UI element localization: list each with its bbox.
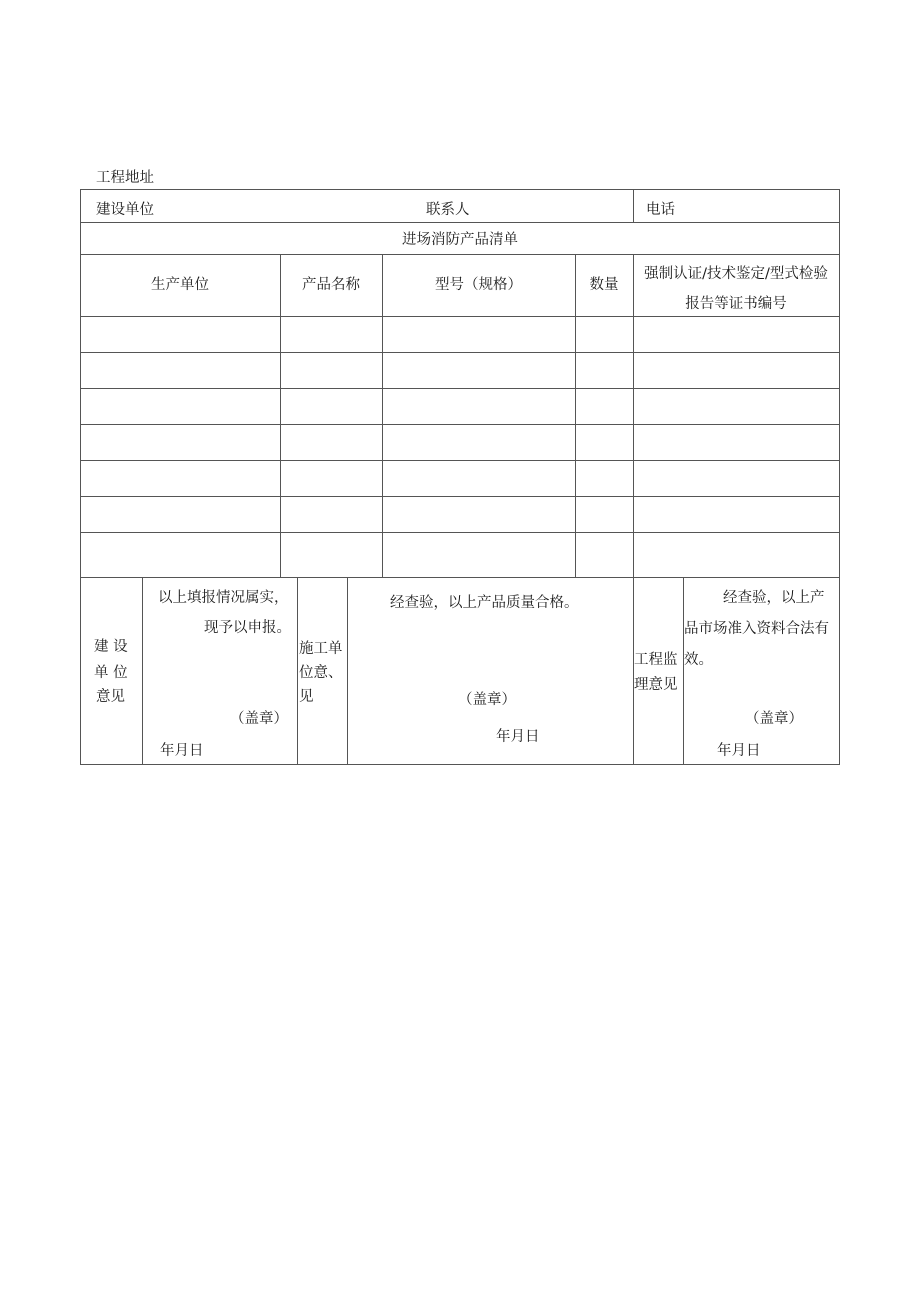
owner-opinion-text-line1: 以上填报情况属实， <box>158 590 289 606</box>
contact-person-label: 联系人 <box>426 202 470 218</box>
table-divider <box>633 577 634 764</box>
table-divider <box>142 577 143 764</box>
construction-unit-label: 建设单位 <box>96 202 154 218</box>
table-cell-producer[interactable] <box>81 497 279 531</box>
column-header-model: 型号（规格） <box>435 277 522 293</box>
table-cell-producer[interactable] <box>81 389 279 423</box>
table-divider <box>633 189 634 222</box>
column-header-product-name: 产品名称 <box>302 277 360 293</box>
table-cell-certificate-number[interactable] <box>634 389 838 423</box>
contractor-opinion-label-line1: 施工单 <box>299 641 343 657</box>
table-cell-product-name[interactable] <box>281 353 381 387</box>
table-cell-model[interactable] <box>383 533 574 576</box>
table-cell-model[interactable] <box>383 461 574 495</box>
table-cell-quantity[interactable] <box>576 461 632 495</box>
column-header-producer: 生产单位 <box>151 277 209 293</box>
table-divider <box>80 577 840 578</box>
owner-opinion-text-line2: 现予以申报。 <box>204 620 291 636</box>
table-cell-quantity[interactable] <box>576 497 632 531</box>
supervisor-opinion-text-line2: 品市场准入资料合法有 <box>684 621 829 637</box>
table-divider <box>347 577 348 764</box>
table-cell-product-name[interactable] <box>281 533 381 576</box>
table-cell-certificate-number[interactable] <box>634 425 838 459</box>
table-cell-model[interactable] <box>383 389 574 423</box>
table-cell-model[interactable] <box>383 497 574 531</box>
supervisor-opinion-label-line2: 理意见 <box>634 677 678 693</box>
table-cell-model[interactable] <box>383 425 574 459</box>
table-cell-producer[interactable] <box>81 317 279 351</box>
project-address-label: 工程地址 <box>96 170 154 186</box>
table-cell-quantity[interactable] <box>576 425 632 459</box>
supervisor-seal: （盖章） <box>745 711 803 727</box>
table-cell-product-name[interactable] <box>281 461 381 495</box>
table-cell-product-name[interactable] <box>281 317 381 351</box>
table-cell-producer[interactable] <box>81 425 279 459</box>
table-cell-quantity[interactable] <box>576 317 632 351</box>
product-list-title: 进场消防产品清单 <box>402 232 518 248</box>
table-border-top <box>80 189 840 190</box>
table-cell-certificate-number[interactable] <box>634 497 838 531</box>
table-cell-product-name[interactable] <box>281 425 381 459</box>
table-cell-product-name[interactable] <box>281 389 381 423</box>
column-header-certificate-line1: 强制认证/技术鉴定/型式检验 <box>644 266 828 282</box>
table-border-right <box>839 189 840 764</box>
column-header-certificate-line2: 报告等证书编号 <box>685 296 787 312</box>
table-divider <box>80 254 840 255</box>
table-cell-quantity[interactable] <box>576 353 632 387</box>
contractor-opinion-label-line2: 位意、 <box>299 665 343 681</box>
owner-seal: （盖章） <box>230 711 288 727</box>
phone-label: 电话 <box>646 202 675 218</box>
table-divider <box>80 222 840 223</box>
contractor-opinion-label-line3: 见 <box>299 689 314 705</box>
supervisor-opinion-text-line3: 效。 <box>684 652 713 668</box>
table-border-bottom <box>80 764 840 765</box>
supervisor-opinion-label-line1: 工程监 <box>634 652 678 668</box>
table-divider <box>683 577 684 764</box>
table-cell-quantity[interactable] <box>576 533 632 576</box>
owner-opinion-label-line2: 单 位 <box>94 665 128 681</box>
table-cell-model[interactable] <box>383 353 574 387</box>
table-cell-quantity[interactable] <box>576 389 632 423</box>
table-cell-model[interactable] <box>383 317 574 351</box>
supervisor-opinion-text-line1: 经查验，以上产 <box>723 590 825 606</box>
contractor-seal: （盖章） <box>458 692 516 708</box>
owner-date: 年月日 <box>160 743 204 759</box>
table-cell-certificate-number[interactable] <box>634 461 838 495</box>
contractor-opinion-text: 经查验，以上产品质量合格。 <box>390 595 579 611</box>
column-header-quantity: 数量 <box>589 277 619 293</box>
contractor-date: 年月日 <box>496 729 540 745</box>
table-divider <box>297 577 298 764</box>
table-cell-producer[interactable] <box>81 353 279 387</box>
table-cell-producer[interactable] <box>81 461 279 495</box>
owner-opinion-label-line1: 建 设 <box>94 639 128 655</box>
table-cell-certificate-number[interactable] <box>634 533 838 576</box>
table-cell-product-name[interactable] <box>281 497 381 531</box>
table-cell-certificate-number[interactable] <box>634 317 838 351</box>
table-cell-certificate-number[interactable] <box>634 353 838 387</box>
owner-opinion-label-line3: 意见 <box>96 689 125 705</box>
table-cell-producer[interactable] <box>81 533 279 576</box>
supervisor-date: 年月日 <box>717 743 761 759</box>
